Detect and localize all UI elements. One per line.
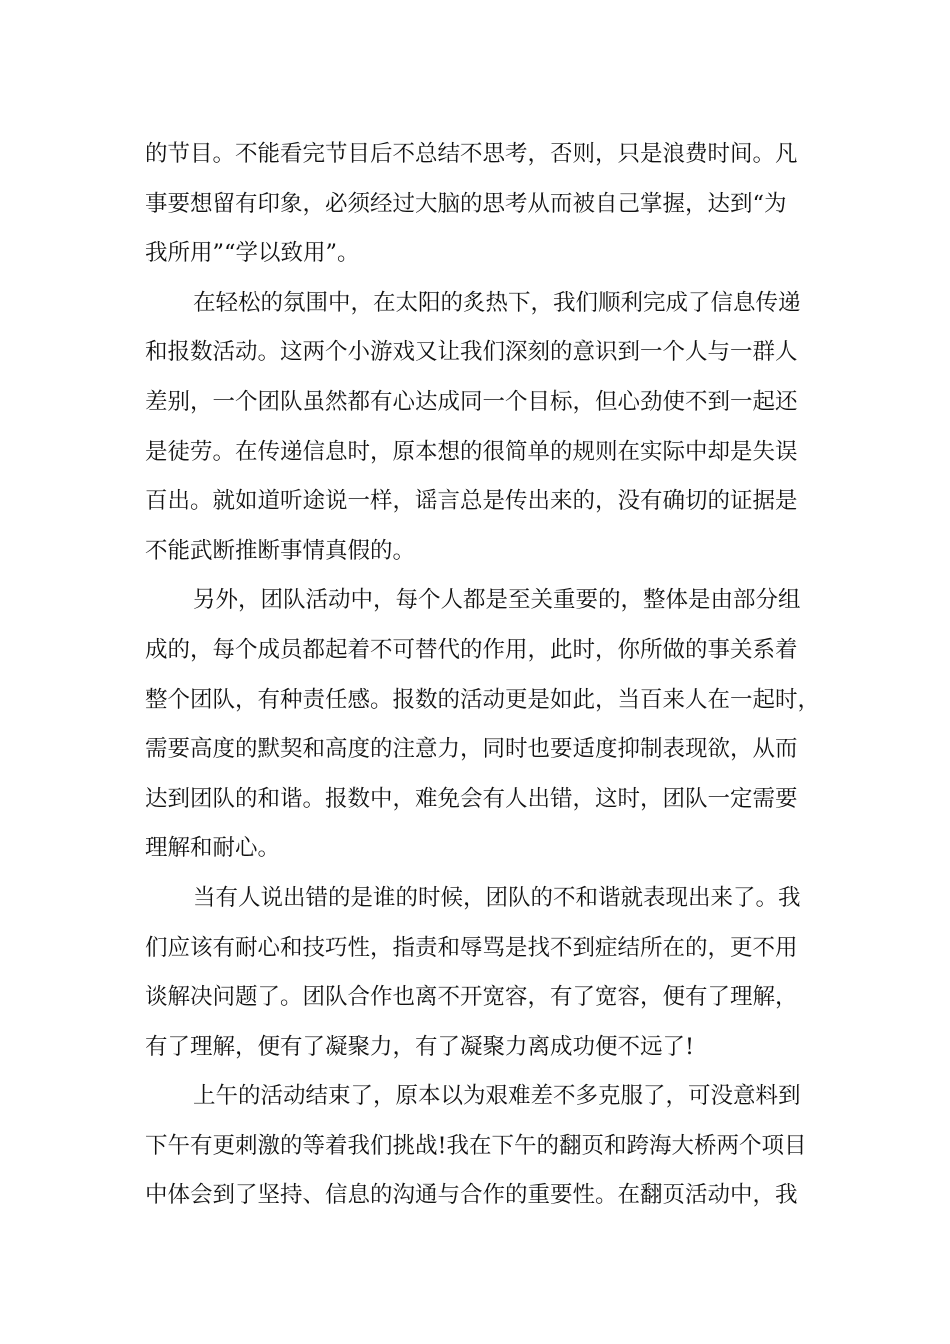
paragraph-first-line: 上午的活动结束了，原本以为艰难差不多克服了，可没意料到 bbox=[193, 1083, 801, 1110]
text-line: 我所用”“学以致用”。 bbox=[145, 240, 360, 267]
document-body bbox=[145, 130, 825, 1221]
paragraph-first-line: 另外，团队活动中，每个人都是至关重要的，整体是由部分组 bbox=[193, 587, 801, 614]
text-line: 有了理解，便有了凝聚力，有了凝聚力离成功便不远了! bbox=[145, 1033, 695, 1060]
text-line: 达到团队的和谐。报数中，难免会有人出错，这时，团队一定需要 bbox=[145, 785, 798, 812]
paragraph-first-line: 在轻松的氛围中，在太阳的炙热下，我们顺利完成了信息传递 bbox=[193, 289, 801, 316]
text-line: 百出。就如道听途说一样，谣言总是传出来的，没有确切的证据是 bbox=[145, 488, 798, 515]
text-line: 不能武断推断事情真假的。 bbox=[145, 537, 416, 564]
text-line: 们应该有耐心和技巧性，指责和辱骂是找不到症结所在的，更不用 bbox=[145, 934, 798, 961]
text-line: 中体会到了坚持、信息的沟通与合作的重要性。在翻页活动中，我 bbox=[145, 1182, 798, 1209]
text-line: 的节目。不能看完节目后不总结不思考，否则，只是浪费时间。凡 bbox=[145, 141, 798, 167]
text-line: 谈解决问题了。团队合作也离不开宽容，有了宽容，便有了理解， bbox=[145, 984, 798, 1011]
paragraph-first-line: 当有人说出错的是谁的时候，团队的不和谐就表现出来了。我 bbox=[193, 884, 801, 911]
text-line: 差别，一个团队虽然都有心达成同一个目标，但心劲使不到一起还 bbox=[145, 388, 798, 415]
text-line: 下午有更刺激的等着我们挑战!我在下午的翻页和跨海大桥两个项目 bbox=[145, 1132, 807, 1159]
text-line: 成的，每个成员都起着不可替代的作用，此时，你所做的事关系着 bbox=[145, 636, 798, 663]
text-line: 事要想留有印象，必须经过大脑的思考从而被自己掌握，达到“为 bbox=[145, 190, 787, 217]
text-line: 是徒劳。在传递信息时，原本想的很简单的规则在实际中却是失误 bbox=[145, 438, 798, 465]
text-line: 理解和耐心。 bbox=[145, 835, 281, 862]
text-line: 整个团队，有种责任感。报数的活动更是如此，当百来人在一起时， bbox=[145, 686, 821, 713]
text-line: 和报数活动。这两个小游戏又让我们深刻的意识到一个人与一群人 bbox=[145, 339, 798, 366]
text-line: 需要高度的默契和高度的注意力，同时也要适度抑制表现欲，从而 bbox=[145, 736, 798, 763]
